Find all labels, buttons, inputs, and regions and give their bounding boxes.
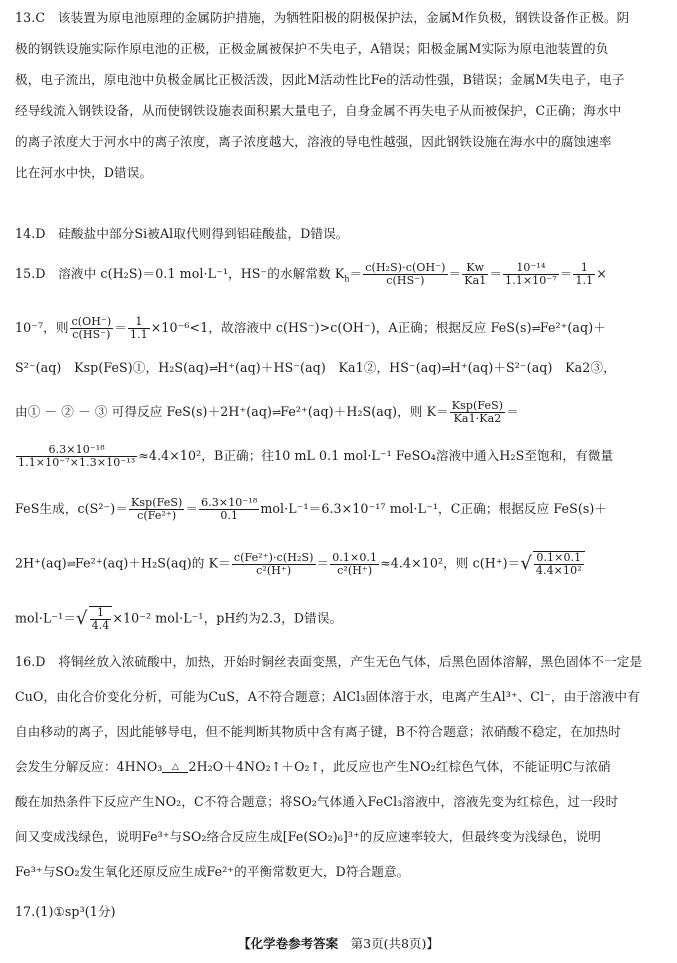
- fraction: $\frac{\text{c(H₂S)·c(OH⁻)}}{c(HS^-)}$: [365, 261, 446, 287]
- q15-line-7: 2H⁺(aq)⇌Fe²⁺(aq)＋H₂S(aq)的 K＝ $\frac{\text{c(Fe²⁺)·c(H₂S)}}{\text{c²(H⁺)}}$ ＝ $\frac{0.1\times 0.1}{\text{c²(H⁺)}}$ ≈4.4×10²，则 c(H⁺)＝√ $\frac{0.1\times 0.1}{\text{4.4×10²}}$: [15, 551, 665, 577]
- fraction: $\frac{\text{Ksp(FeS)}}{Ka1\cdot Ka2}$: [451, 399, 504, 425]
- q13-line-4: 经导线流入钢铁设备，从而使钢铁设施表面积累大量电子，自身金属不再失电子从而被保护，C正确；海水中: [15, 103, 622, 118]
- q16-line-3: 自由移动的离子，因此能够导电，但不能判断其物质中含有离子键，B不符合题意；浓硝酸不稳定，在加热时: [15, 724, 621, 739]
- q15-line-8: mol·L⁻¹＝√ $\frac{1}{4.4}$ ×10⁻² mol·L⁻¹，pH约为2.3，D错误。: [15, 606, 343, 632]
- equilibrium-arrow-icon: ⇌: [208, 362, 218, 375]
- q16-line-6: 间又变成浅绿色，说明Fe³⁺与SO₂络合反应生成[Fe(SO₂)₆]³⁺的反应速率较大，但最终变为浅绿色，说明: [15, 829, 601, 844]
- q16-line-2: CuO，由化合价变化分析，可能为CuS，A不符合题意；AlCl₃固体溶于水，电离产生Al³⁺、Cl⁻，由于溶液中有: [15, 689, 640, 704]
- q17-line: 17.(1)①sp³(1分): [15, 904, 116, 919]
- q13-line-1: 13.C 该装置为原电池原理的金属防护措施，为牺牲阳极的阴极保护法，金属M作负极，钢铁设备作正极。阴: [15, 10, 630, 25]
- fraction: $\frac{1}{1.1}$: [129, 315, 148, 341]
- equilibrium-arrow-icon: ⇌: [531, 322, 540, 335]
- fraction: $\frac{\text{6.3×10⁻¹⁸}}{0.1}$: [201, 496, 258, 522]
- footer-title: 【化学卷参考答案: [238, 936, 339, 951]
- fraction: $\frac{Kw}{Ka1}$: [464, 261, 487, 287]
- q16-line-4: 会发生分解反应：4HNO₃ △ 2H₂O＋4NO₂↑＋O₂↑，此反应也产生NO₂红棕色气体，不能证明C与浓硝: [15, 759, 611, 774]
- q13-line-2: 极的钢铁设施实际作原电池的正极，正极金属被保护不失电子，A错误；阳极金属M实际为原电池装置的负: [15, 41, 609, 56]
- square-root: $\frac{1}{4.4}$: [89, 606, 113, 632]
- q15-number: 15.D: [15, 266, 46, 281]
- q15-line-2: 10⁻⁷，则 $\frac{c(OH^-)}{c(HS^-)}$ ＝ $\frac{1}{1.1}$ ×10⁻⁶<1，故溶液中 c(HS⁻)>c(OH⁻)，A正确；根据反应 FeS(s)⇌Fe²⁺(aq)＋: [15, 315, 606, 341]
- equilibrium-arrow-icon: ⇌: [441, 362, 450, 375]
- fraction: $\frac{1}{1.1}$: [575, 261, 594, 287]
- q13-number: 13.C: [15, 10, 46, 25]
- q16-line-1: 16.D 将铜丝放入浓硫酸中，加热，开始时铜丝表面变黑，产生无色气体，后黑色固体溶解，黑色固体不一定是: [15, 654, 643, 669]
- q13-line-6: 比在河水中快，D错误。: [15, 165, 153, 180]
- q15-line-5: $\frac{\text{6.3×10⁻¹⁸}}{\text{1.1×10⁻⁷×1.3×10⁻¹³}}$ ≈4.4×10²，B正确；往10 mL 0.1 mol·L⁻¹ FeSO₄溶液中通入H₂S至饱和，有微量: [18, 443, 614, 469]
- fraction: $\frac{\text{10⁻¹⁴}}{\text{1.1×10⁻⁷}}$: [505, 261, 557, 287]
- q15-line-6: FeS生成，c(S²⁻)＝ $\frac{\text{Ksp(FeS)}}{\text{c(Fe²⁺)}}$ ＝ $\frac{\text{6.3×10⁻¹⁸}}{0.1}$ mol·L⁻¹＝6.3×10⁻¹⁷ mol·L⁻¹，C正确；根据反应 FeS(s)＋: [15, 496, 608, 522]
- fraction: $\frac{\text{Ksp(FeS)}}{\text{c(Fe²⁺)}}$: [131, 496, 183, 522]
- radical-sign: √: [520, 553, 532, 574]
- page-number: 第3页(共8页)】: [350, 936, 439, 951]
- page-footer: [0, 934, 677, 952]
- fraction: $\frac{\text{6.3×10⁻¹⁸}}{\text{1.1×10⁻⁷×1.3×10⁻¹³}}$: [18, 443, 136, 469]
- radical-sign: √: [76, 608, 88, 629]
- q14-number: 14.D: [15, 226, 46, 241]
- fraction: $\frac{0.1\times 0.1}{\text{c²(H⁺)}}$: [332, 550, 378, 577]
- fraction: $\frac{\text{c(Fe²⁺)·c(H₂S)}}{\text{c²(H⁺)}}$: [233, 550, 314, 577]
- equilibrium-arrow-icon: ⇌: [272, 406, 281, 419]
- q14-line: 14.D 硅酸盐中部分Si被Al取代则得到铝硅酸盐，D错误。: [15, 226, 349, 241]
- q15-line-1: 15.D 溶液中 c(H₂S)＝0.1 mol·L⁻¹，HS⁻的水解常数 $K_h=$ $\frac{\text{c(H₂S)·c(OH⁻)}}{c(HS^-)}$ ＝ $\frac{Kw}{Ka1}$ ＝ $\frac{\text{10⁻¹⁴}}{\text{1.1×10⁻⁷}}$ ＝ $\frac{1}{1.1}$ ×: [15, 261, 607, 287]
- fraction: $\frac{c(OH^-)}{c(HS^-)}$: [71, 315, 112, 341]
- q16-line-5: 酸在加热条件下反应产生NO₂，C不符合题意；将SO₂气体通入FeCl₃溶液中，溶液先变为红棕色，过一段时: [15, 794, 619, 809]
- equilibrium-arrow-icon: ⇌: [66, 557, 75, 571]
- heat-condition-icon: △: [162, 762, 188, 773]
- q13-line-5: 的离子浓度大于河水中的离子浓度，离子浓度越大，溶液的导电性越强，因此钢铁设施在海水中的腐蚀速率: [15, 134, 612, 149]
- q17-number: 17.: [15, 904, 36, 919]
- q16-number: 16.D: [15, 654, 46, 669]
- q15-line-4: 由① － ② － ③ 可得反应 FeS(s)＋2H⁺(aq)⇌Fe²⁺(aq)＋H₂S(aq)，则 K＝ $\frac{\text{Ksp(FeS)}}{Ka1\cdot Ka2}$ ＝: [15, 399, 519, 425]
- q16-line-7: Fe³⁺与SO₂发生氧化还原反应生成Fe²⁺的平衡常数更大，D符合题意。: [15, 864, 410, 879]
- q15-line-3: S²⁻(aq) Ksp(FeS)①，H₂S(aq)⇌H⁺(aq)＋HS⁻(aq) Ka1②，HS⁻(aq)⇌H⁺(aq)＋S²⁻(aq) Ka2③，: [15, 360, 616, 375]
- square-root: $\frac{0.1\times 0.1}{\text{4.4×10²}}$: [533, 551, 585, 577]
- q13-line-3: 极，电子流出，原电池中负极金属比正极活泼，因此M活动性比Fe的活动性强，B错误；金属M失电子，电子: [15, 72, 625, 87]
